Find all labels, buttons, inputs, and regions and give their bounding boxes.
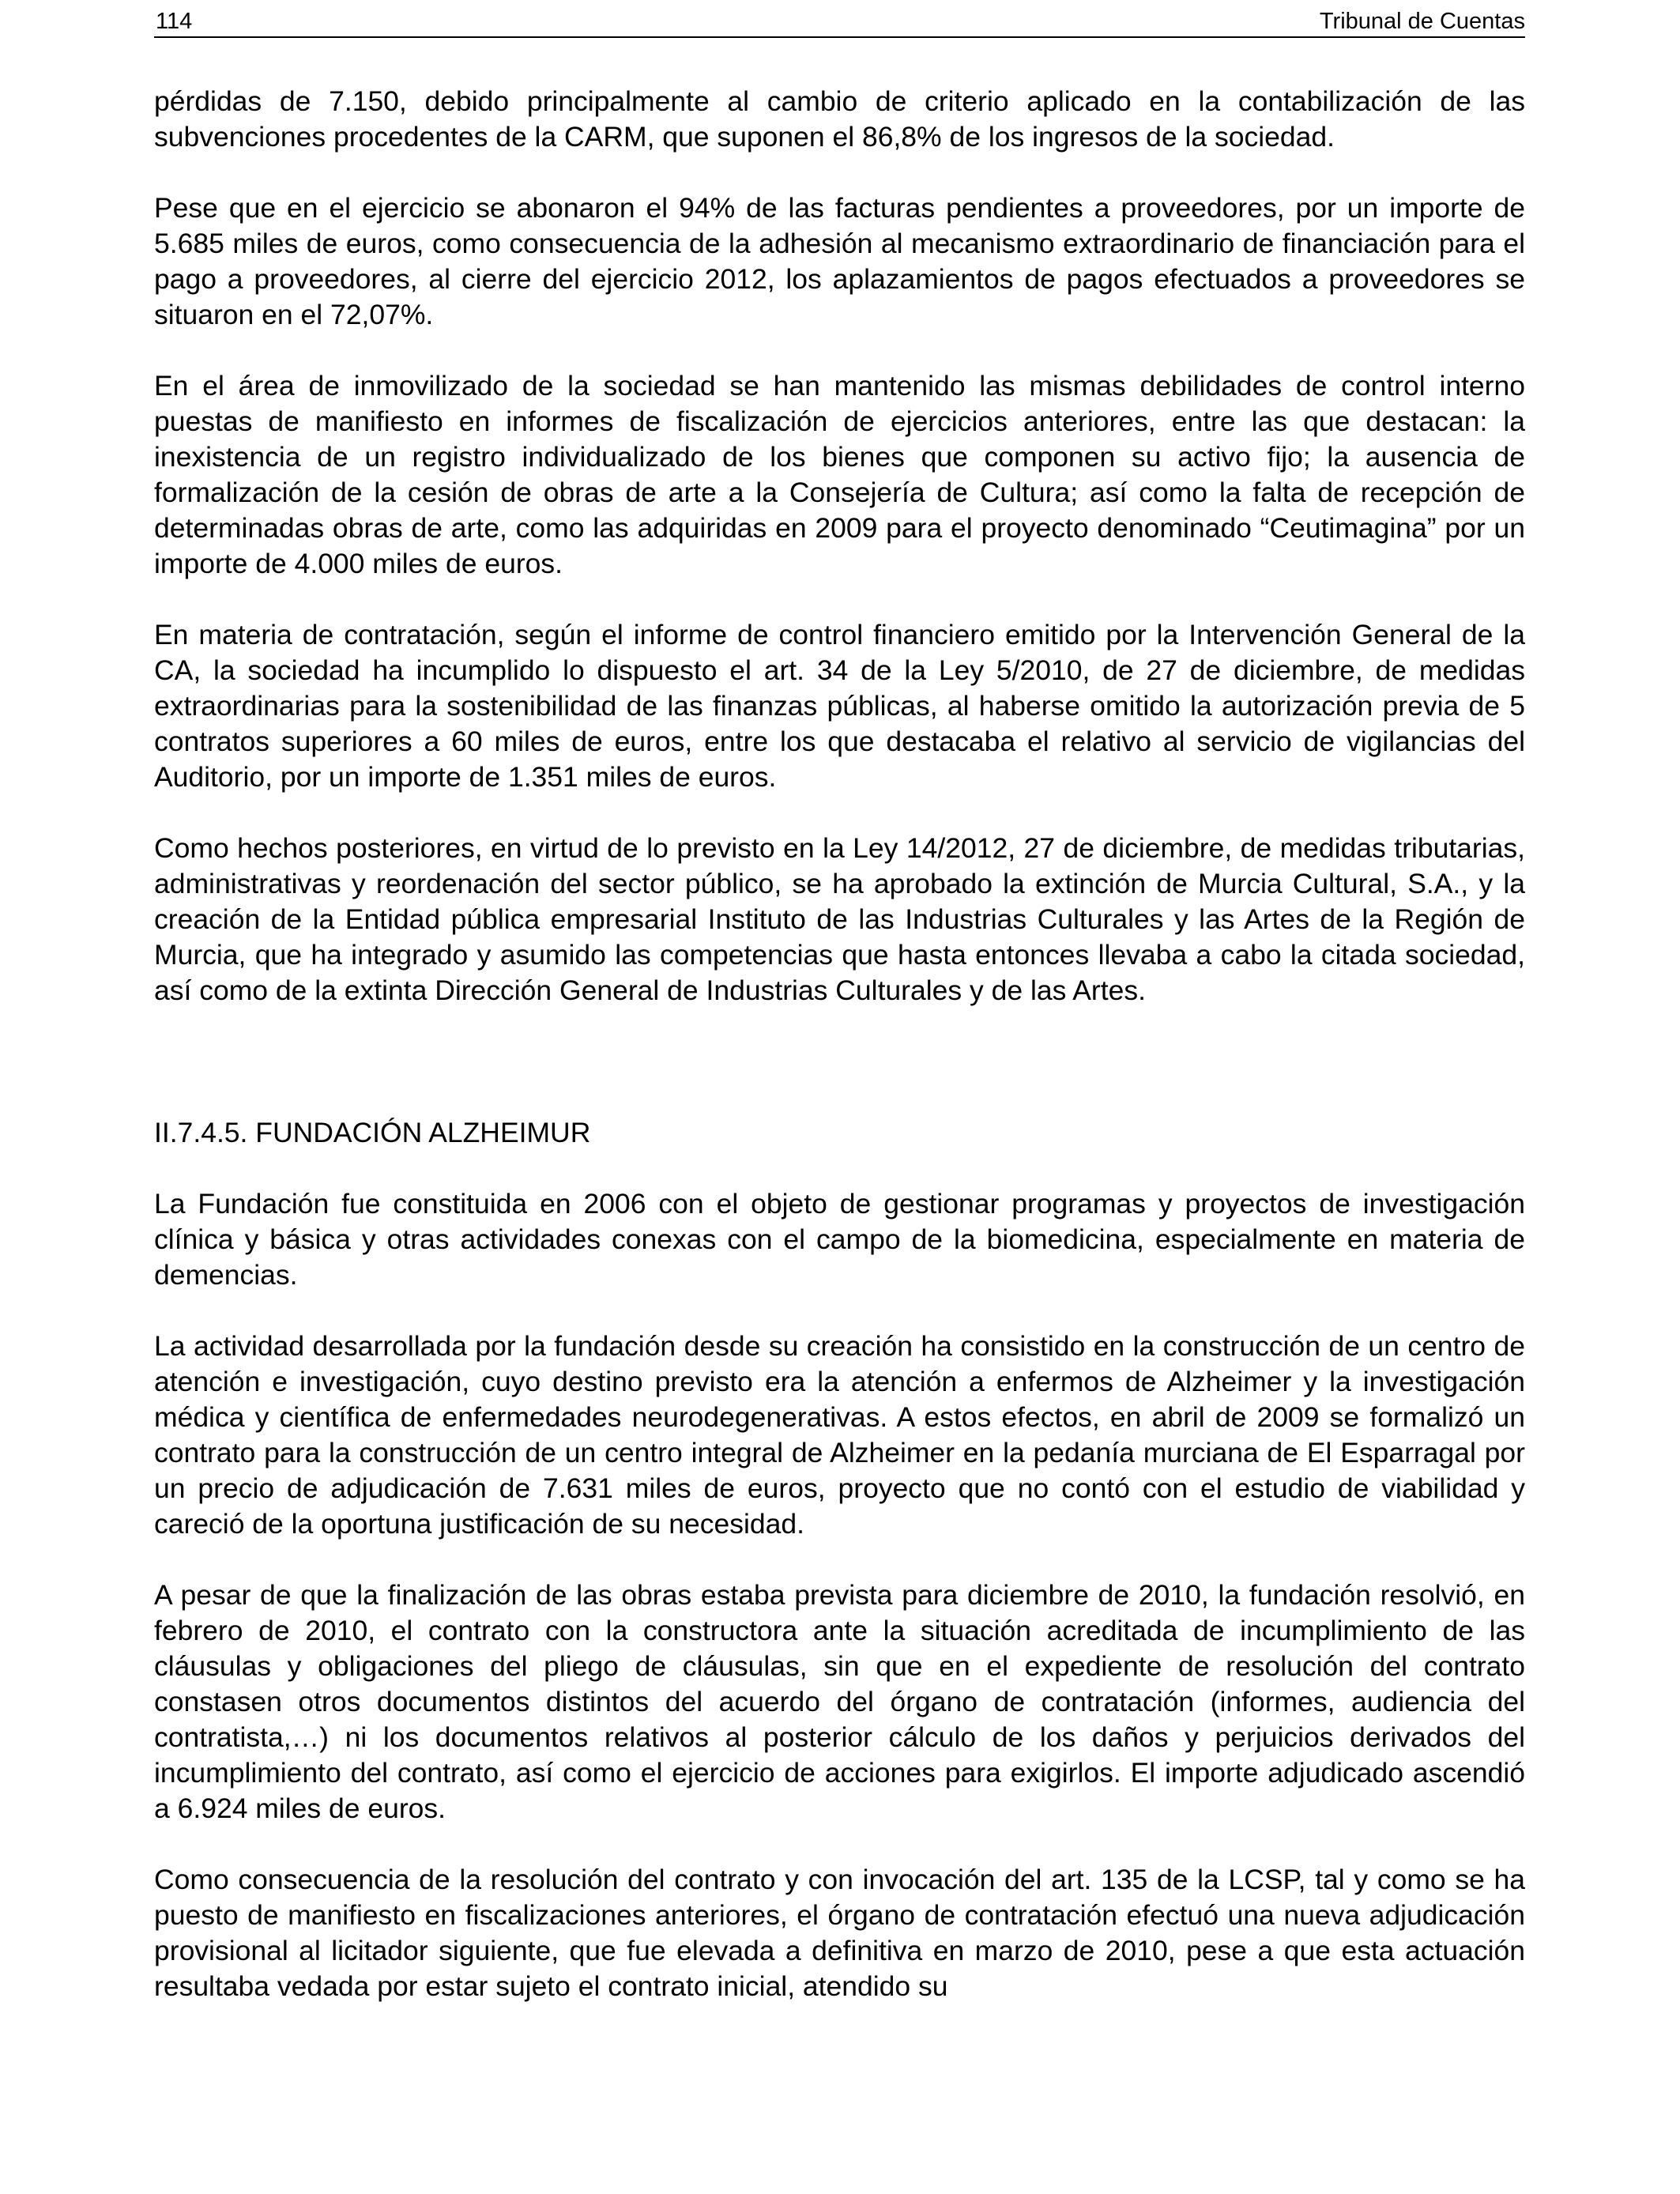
paragraph: Como consecuencia de la resolución del contrato y con invocación del art. 135 de la LCSP, tal y como se ha puesto de manifiesto en fiscalizaciones anteriores, el órgano de contratación efectuó una nueva adjudicación provisional al licitador siguiente, que fue elevada a definitiva en marzo de 2010, pese a que esta actuación resultaba vedada por estar sujeto el contrato inicial, atendido su	[154, 1864, 1525, 2002]
paragraph: La actividad desarrollada por la fundación desde su creación ha consistido en la construcción de un centro de atención e investigación, cuyo destino previsto era la atención a enfermos de Alzheimer y la investigación médica y científica de enfermedades neurodegenerativas. A estos efectos, en abril de 2009 se formalizó un contrato para la construcción de un centro integral de Alzheimer en la pedanía murciana de El Esparragal por un precio de adjudicación de 7.631 miles de euros, proyecto que no contó con el estudio de viabilidad y careció de la oportuna justificación de su necesidad.	[154, 1330, 1525, 1540]
paragraph: pérdidas de 7.150, debido principalmente al cambio de criterio aplicado en la contabilización de las subvenciones procedentes de la CARM, que suponen el 86,8% de los ingresos de la sociedad.	[154, 85, 1525, 153]
paragraph: A pesar de que la finalización de las obras estaba prevista para diciembre de 2010, la fundación resolvió, en febrero de 2010, el contrato con la constructora ante la situación acreditada de incumplimiento de las cláusulas y obligaciones del pliego de cláusulas, sin que en el expediente de resolución del contrato constasen otros documentos distintos del acuerdo del órgano de contratación (informes, audiencia del contratista,…) ni los documentos relativos al posterior cálculo de los daños y perjuicios derivados del incumplimiento del contrato, así como el ejercicio de acciones para exigirlos. El importe adjudicado ascendió a 6.924 miles de euros.	[154, 1579, 1525, 1824]
paragraph: Pese que en el ejercicio se abonaron el 94% de las facturas pendientes a proveedores, por un importe de 5.685 miles de euros, como consecuencia de la adhesión al mecanismo extraordinario de financiación para el pago a proveedores, al cierre del ejercicio 2012, los aplazamientos de pagos efectuados a proveedores se situaron en el 72,07%.	[154, 192, 1525, 330]
section-spacer	[154, 1044, 1525, 1115]
paragraph: Como hechos posteriores, en virtud de lo previsto en la Ley 14/2012, 27 de diciembre, de medidas tributarias, administrativas y reordenación del sector público, se ha aprobado la extinción de Murcia Cultural, S.A., y la creación de la Entidad pública empresarial Instituto de las Industrias Culturales y las Artes de la Región de Murcia, que ha integrado y asumido las competencias que hasta entonces llevaba a cabo la citada sociedad, así como de la extinta Dirección General de Industrias Culturales y de las Artes.	[154, 832, 1525, 1006]
page-number: 114	[156, 9, 193, 34]
paragraph: En materia de contratación, según el informe de control financiero emitido por la Intervención General de la CA, la sociedad ha incumplido lo dispuesto el art. 34 de la Ley 5/2010, de 27 de diciembre, de medidas extraordinarias para la sostenibilidad de las finanzas públicas, al haberse omitido la autorización previa de 5 contratos superiores a 60 miles de euros, entre los que destacaba el relativo al servicio de vigilancias del Auditorio, por un importe de 1.351 miles de euros.	[154, 619, 1525, 793]
section-heading: II.7.4.5. FUNDACIÓN ALZHEIMUR	[154, 1117, 591, 1148]
running-title: Tribunal de Cuentas	[1319, 9, 1525, 34]
page-header	[154, 8, 1525, 38]
paragraph: La Fundación fue constituida en 2006 con el objeto de gestionar programas y proyectos de investigación clínica y básica y otras actividades conexas con el campo de la biomedicina, especialmente en materia de demencias.	[154, 1188, 1525, 1291]
paragraph: En el área de inmovilizado de la sociedad se han mantenido las mismas debilidades de control interno puestas de manifiesto en informes de fiscalización de ejercicios anteriores, entre las que destacan: la inexistencia de un registro individualizado de los bienes que componen su activo fijo; la ausencia de formalización de la cesión de obras de arte a la Consejería de Cultura; así como la falta de recepción de determinadas obras de arte, como las adquiridas en 2009 para el proyecto denominado “Ceutimagina” por un importe de 4.000 miles de euros.	[154, 370, 1525, 579]
document-body	[154, 84, 1525, 2040]
